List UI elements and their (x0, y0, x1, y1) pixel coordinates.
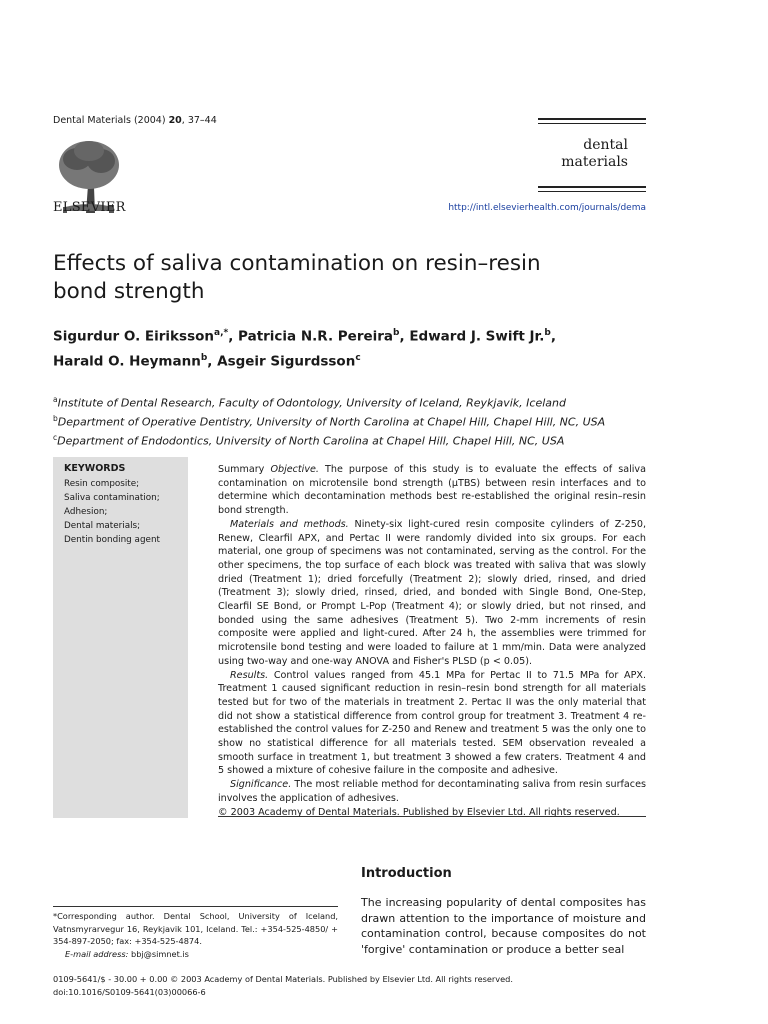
article-title (53, 250, 653, 306)
methods-text: Ninety-six light-cured resin composite cylinders of Z-250, Renew, Clearfil APX, and Pertac II were randomly divided into six groups. For each material, one group of specimens was not contaminated, serving as the control. For the other specimens, the top surface of each block was treated with saliva that was slowly dried (Treatment 1); dried forcefully (Treatment 2); slowly dried, rinsed, and dried (Treatment 3); slowly dried, rinsed, dried, and bonded with Single Bond, One-Step, Clearfil SE Bond, or Prompt L-Pop (Treatment 4); or slowly dried, but not rinsed, and bonded using the same adhesives (Treatment 5). Two 2-mm increments of resin composite were applied and light-cured. After 24 h, the assemblies were trimmed for microtensile bond testing and were loaded to failure at 1 mm/min. Data were analyzed using two-way and one-way ANOVA and Fisher's PLSD (p < 0.05). (218, 518, 647, 667)
journal-masthead (538, 137, 628, 171)
footnote-email-line (53, 948, 338, 961)
author-name: Asgeir Sigurdsson (217, 353, 356, 369)
author-separator: , (207, 353, 218, 369)
objective-text: The purpose of this study is to evaluate the effects of saliva contamination on microtensile bond strength (μTBS) between resin interfaces and to determine which decontamination methods best re-established the original resin–resin bond strength. (218, 464, 646, 517)
results-text: Control values ranged from 45.1 MPa for Pertac II to 71.5 MPa for APX. Treatment 1 caused significant reduction in resin–resin bond strength for all materials tested but for two of the materials in treatment 2. Pertac II was the only material that did not show a statistical difference from control group for treatment 3. Treatment 4 re-established the control values for Z-250 and Renew and treatment 5 was the only one to show no statistical difference for all materials tested. SEM observation revealed a smooth surface in treatment 1, but treatment 3 showed a few craters. Treatment 4 and 5 showed a mixture of cohesive failure in the composite and adhesive. (218, 669, 646, 777)
issn-copyright-line: 0109-5641/$ - 30.00 + 0.00 © 2003 Academy of Dental Materials. Published by Elsevier Ltd. All rights reserved. (53, 974, 513, 984)
affiliation-marker: a (53, 395, 58, 404)
author-affil-marker[interactable]: a,* (214, 328, 229, 338)
doi-line[interactable]: doi:10.1016/S0109-5641(03)00066-6 (53, 986, 206, 997)
summary-label: Summary (218, 464, 265, 475)
author-line-1 (53, 323, 673, 348)
title-line2: bond strength (53, 279, 205, 304)
results-label: Results. (230, 669, 269, 681)
footnote-text: *Corresponding author. Dental School, University of Iceland, Vatnsmyrarvegur 16, Reykjavik 101, Iceland. Tel.: +354-525-4850/ + 354-897-2050; fax: +354-525-4874. (53, 911, 338, 946)
affiliation-marker: c (53, 433, 58, 443)
affiliations (53, 392, 673, 449)
citation-pages: , 37–44 (181, 115, 217, 126)
keyword-item: Dentin bonding agent (64, 535, 160, 545)
author-separator: , (399, 328, 410, 345)
footnote-rule (53, 906, 338, 907)
abstract-objective (218, 463, 646, 518)
abstract-significance (218, 778, 646, 805)
keyword-item: Resin composite; (64, 479, 140, 489)
affiliation-item (53, 392, 673, 411)
affiliation-item (53, 430, 673, 449)
author-name: Patricia N.R. Pereira (238, 328, 394, 345)
abstract-methods (218, 518, 646, 669)
keyword-item: Dental materials; (64, 521, 141, 531)
author-separator: , (550, 328, 556, 345)
significance-label: Significance. (230, 779, 292, 791)
affiliation-text: Institute of Dental Research, Faculty of Odontology, University of Iceland, Reykjavik, Iceland (57, 396, 566, 410)
author-name: Edward J. Swift Jr. (409, 328, 545, 345)
journal-name-line1: dental (583, 137, 628, 153)
citation-volume: 20 (168, 115, 182, 126)
author-affil-marker[interactable]: b (200, 352, 208, 363)
masthead-rule-top (538, 118, 646, 124)
email-label: E-mail address: (65, 948, 129, 959)
keywords-heading: KEYWORDS (64, 463, 126, 474)
affiliation-text: Department of Endodontics, University of North Carolina at Chapel Hill, Chapel Hill, NC, USA (57, 434, 565, 448)
keywords-list (64, 477, 160, 547)
keyword-item: Saliva contamination; (64, 493, 160, 503)
abstract-copyright: © 2003 Academy of Dental Materials. Published by Elsevier Ltd. All rights reserved. (218, 806, 620, 818)
methods-label: Materials and methods. (230, 518, 349, 530)
affiliation-item (53, 411, 673, 430)
author-separator: , (228, 328, 239, 345)
corresponding-author-footnote (53, 910, 338, 960)
journal-name-line2: materials (561, 154, 628, 170)
author-list (53, 323, 673, 372)
journal-url-link[interactable]: http://intl.elsevierhealth.com/journals/dema (448, 203, 646, 213)
objective-label: Objective. (270, 464, 319, 475)
abstract (218, 463, 646, 819)
keyword-item: Adhesion; (64, 507, 108, 517)
author-affil-marker[interactable]: c (355, 352, 361, 363)
title-line1: Effects of saliva contamination on resin–resin (53, 251, 541, 276)
introduction-heading: Introduction (361, 866, 452, 881)
author-name: Sigurdur O. Eiriksson (53, 328, 214, 345)
author-name: Harald O. Heymann (53, 353, 201, 369)
affiliation-text: Department of Operative Dentistry, University of North Carolina at Chapel Hill, Chapel Hill, NC, USA (57, 415, 606, 429)
masthead-rule-bottom (538, 186, 646, 192)
author-line-2 (53, 348, 673, 373)
page-footer (53, 973, 513, 998)
introduction-text: The increasing popularity of dental composites has drawn attention to the importance of moisture and contamination control, because composites do not 'forgive' contamination or produce a better seal (361, 896, 646, 956)
abstract-rule (218, 816, 646, 817)
publisher-name: ELSEVIER (53, 200, 126, 215)
author-affil-marker[interactable]: b (393, 328, 400, 338)
citation-journal: Dental Materials (2004) (53, 115, 169, 126)
email-address[interactable]: bbj@simnet.is (128, 948, 189, 959)
significance-text: The most reliable method for decontaminating saliva from resin surfaces involves the application of adhesives. (218, 779, 646, 804)
affiliation-marker: b (53, 414, 58, 424)
journal-citation (53, 115, 217, 126)
abstract-results (218, 669, 646, 779)
author-affil-marker[interactable]: b (544, 328, 551, 338)
